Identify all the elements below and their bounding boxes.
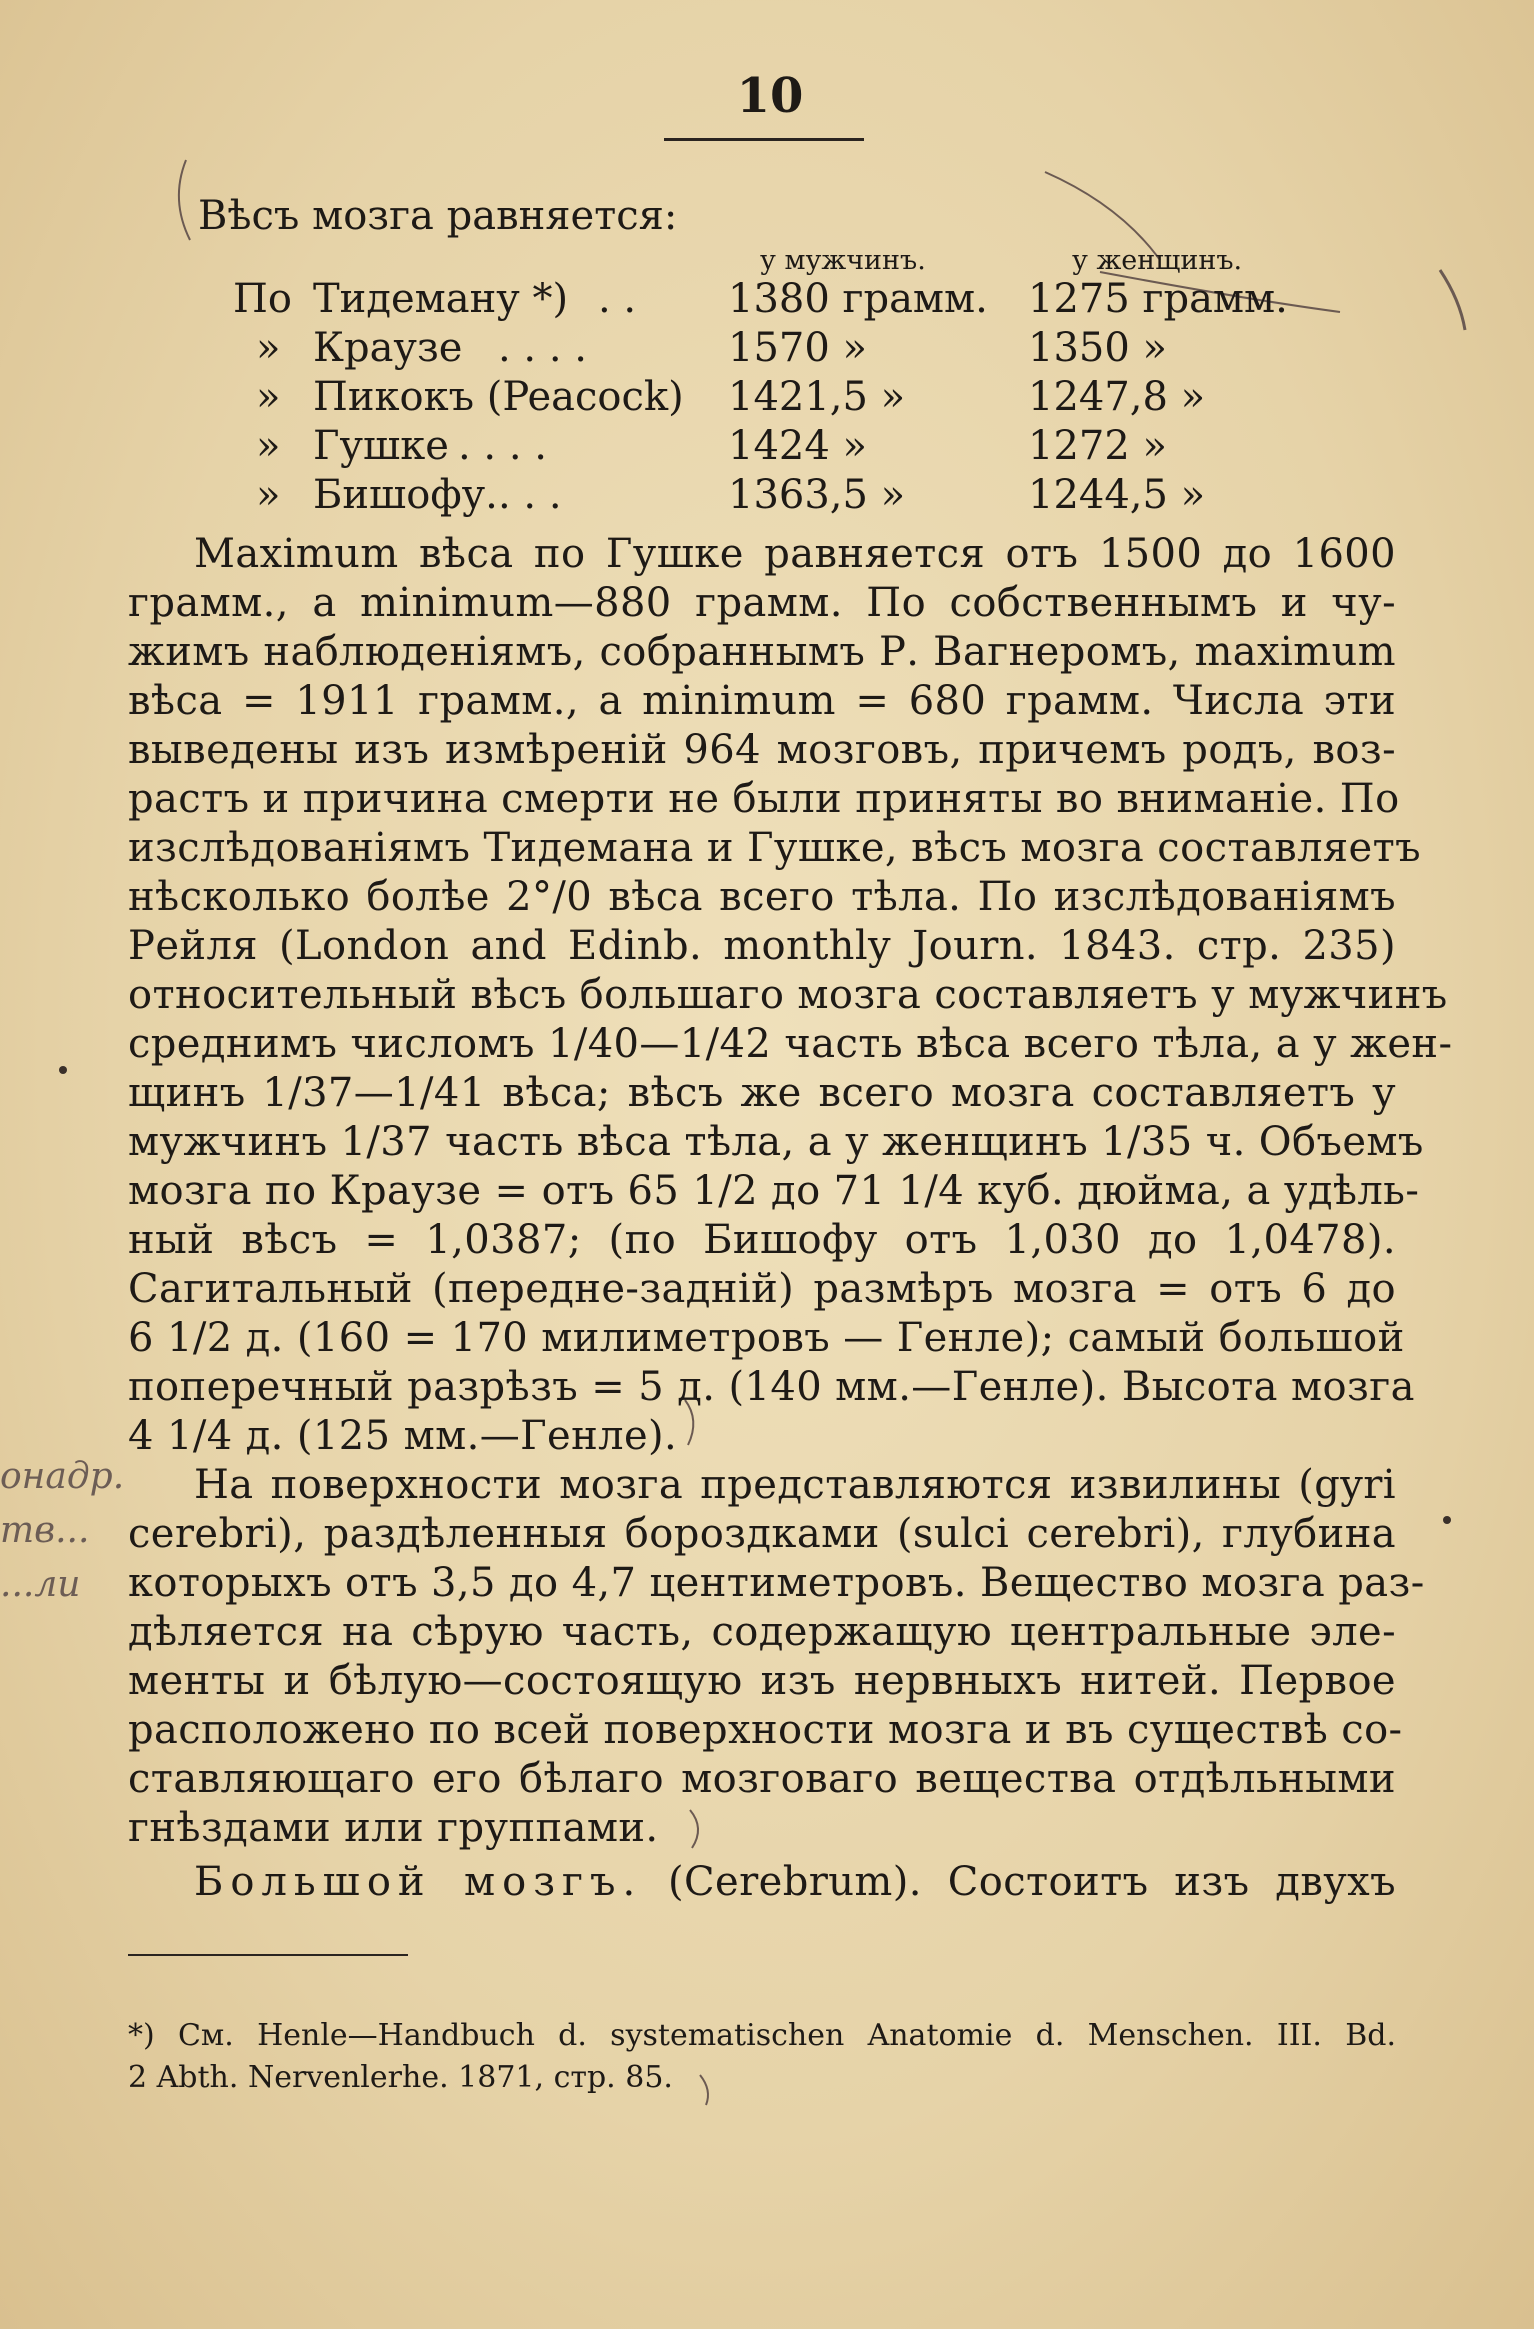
- footnote-rule: [128, 1954, 408, 1956]
- row-name: Пикокъ (Peacock): [313, 374, 684, 420]
- text-line: На поверхности мозга представляются извилины (gyri: [194, 1462, 1396, 1508]
- text-line: среднимъ числомъ 1/40—1/42 часть вѣса всего тѣла, а у жен-: [128, 1021, 1453, 1067]
- row-prefix: По: [233, 276, 292, 322]
- text-line: менты и бѣлую—состоящую изъ нервныхъ нитей. Первое: [128, 1658, 1396, 1704]
- row-men: 1424 »: [728, 423, 867, 469]
- row-dots: . . . .: [458, 423, 548, 469]
- col-header-men: у мужчинъ.: [760, 245, 926, 276]
- text-line: поперечный разрѣзъ = 5 д. (140 мм.—Генле). Высота мозга: [128, 1364, 1415, 1410]
- text-line: расположено по всей поверхности мозга и въ существѣ со-: [128, 1707, 1403, 1753]
- row-dots: . . . .: [498, 325, 588, 371]
- row-prefix: »: [256, 423, 281, 469]
- row-women: 1244,5 »: [1028, 472, 1206, 518]
- row-name: Бишофу.: [313, 472, 498, 518]
- footnote-line: 2 Abth. Nervenlerhe. 1871, стр. 85.: [128, 2060, 673, 2095]
- text-line: дѣляется на сѣрую часть, содержащую центральные эле-: [128, 1609, 1396, 1655]
- table-title: Вѣсъ мозга равняется:: [198, 193, 678, 239]
- text-line: 4 1/4 д. (125 мм.—Генле).: [128, 1413, 678, 1459]
- text-line: ный вѣсъ = 1,0387; (по Бишофу отъ 1,030 до 1,0478).: [128, 1217, 1396, 1263]
- text-line: Сагитальный (передне-задній) размѣръ мозга = отъ 6 до: [128, 1266, 1396, 1312]
- text-line: относительный вѣсъ большаго мозга составляетъ у мужчинъ: [128, 972, 1448, 1018]
- row-name: Тидеману *): [313, 276, 569, 322]
- row-men: 1363,5 »: [728, 472, 906, 518]
- row-women: 1275 грамм.: [1028, 276, 1288, 322]
- text-line: грамм., а minimum—880 грамм. По собственнымъ и чу-: [128, 580, 1396, 626]
- text-line: изслѣдованіямъ Тидемана и Гушке, вѣсъ мозга составляетъ: [128, 825, 1421, 871]
- row-men: 1570 »: [728, 325, 867, 371]
- text-line: 6 1/2 д. (160 = 170 милиметровъ — Генле); самый большой: [128, 1315, 1405, 1361]
- row-men: 1380 грамм.: [728, 276, 988, 322]
- text-line: мозга по Краузе = отъ 65 1/2 до 71 1/4 куб. дюйма, а удѣль-: [128, 1168, 1420, 1214]
- row-women: 1272 »: [1028, 423, 1167, 469]
- row-dots: . . .: [498, 472, 562, 518]
- text-line: Рейля (London and Edinb. monthly Journ. 1843. стр. 235): [128, 923, 1396, 969]
- text-line: которыхъ отъ 3,5 до 4,7 центиметровъ. Вещество мозга раз-: [128, 1560, 1425, 1606]
- text-line: вѣса = 1911 грамм., а minimum = 680 грамм. Числа эти: [128, 678, 1396, 724]
- margin-handwriting: онадр. тв... ...ли: [0, 1456, 125, 1605]
- text-line: cerebri), раздѣленныя бороздками (sulci cerebri), глубина: [128, 1511, 1396, 1557]
- col-header-women: у женщинъ.: [1072, 245, 1243, 276]
- row-dots: . .: [598, 276, 637, 322]
- row-prefix: »: [256, 325, 281, 371]
- footnote-line: *) См. Henle—Handbuch d. systematischen Anatomie d. Menschen. III. Bd.: [128, 2018, 1396, 2053]
- header-rule: [664, 138, 864, 141]
- section-heading-rest: (Cerebrum). Состоитъ изъ двухъ: [668, 1859, 1396, 1905]
- row-women: 1350 »: [1028, 325, 1167, 371]
- text-line: нѣсколько болѣе 2°/0 вѣса всего тѣла. По изслѣдованіямъ: [128, 874, 1396, 920]
- row-women: 1247,8 »: [1028, 374, 1206, 420]
- text-line: гнѣздами или группами.: [128, 1805, 659, 1851]
- section-heading: Большой мозгъ.: [194, 1859, 643, 1905]
- text-line: Maximum вѣса по Гушке равняется отъ 1500 до 1600: [194, 531, 1396, 577]
- text-line: [128, 1858, 1396, 1906]
- row-name: Краузе: [313, 325, 463, 371]
- row-prefix: »: [256, 374, 281, 420]
- text-line: щинъ 1/37—1/41 вѣса; вѣсъ же всего мозга составляетъ у: [128, 1070, 1396, 1116]
- row-prefix: »: [256, 472, 281, 518]
- row-men: 1421,5 »: [728, 374, 906, 420]
- text-line: растъ и причина смерти не были приняты во вниманіе. По: [128, 776, 1400, 822]
- text-line: жимъ наблюденіямъ, собраннымъ Р. Вагнеромъ, maximum: [128, 629, 1396, 675]
- page-number: 10: [736, 68, 804, 124]
- text-line: выведены изъ измѣреній 964 мозговъ, причемъ родъ, воз-: [128, 727, 1396, 773]
- row-name: Гушке: [313, 423, 449, 469]
- text-line: ставляющаго его бѣлаго мозговаго вещества отдѣльными: [128, 1756, 1396, 1802]
- text-line: мужчинъ 1/37 часть вѣса тѣла, а у женщинъ 1/35 ч. Объемъ: [128, 1119, 1424, 1165]
